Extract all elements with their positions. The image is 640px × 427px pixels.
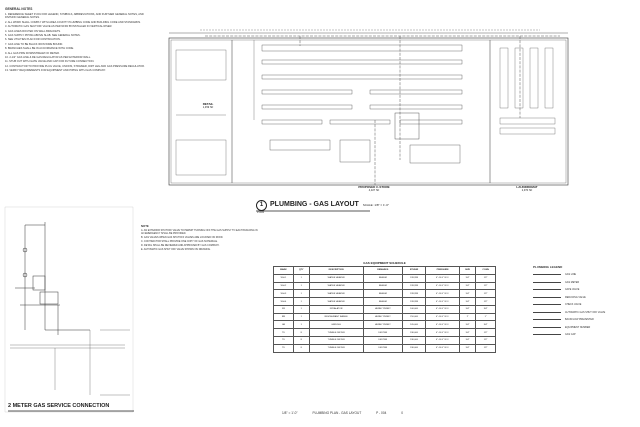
table-cell: WH-2	[274, 282, 294, 290]
table-cell: 105,000	[402, 321, 425, 329]
gas-notes-title: NOTE	[141, 224, 149, 228]
table-cell: 1"	[476, 313, 496, 321]
schedule-column-header: SIZE	[459, 267, 475, 275]
table-row	[274, 305, 496, 313]
gas-note: A. AN EXTERIOR SHUTOFF VALVE TO PERMIT TURNING OFF THE GAS SUPPLY TO EACH BUILDING IN AN EMERGENCY SHALL BE PROVIDED.	[141, 229, 258, 235]
legend-label: GAS METER	[565, 280, 580, 284]
table-cell: WATER HEATER	[309, 274, 363, 282]
plan-scale: SCALE: 1/8" = 1'-0"	[362, 203, 389, 207]
table-cell: 1/2"	[476, 282, 496, 290]
table-cell: 4"-10.5" W.C.	[426, 298, 460, 306]
table-cell: 1/2"	[476, 298, 496, 306]
meter-detail-title: 2 METER GAS SERVICE CONNECTION	[8, 403, 110, 409]
legend-label: GATE VALVE	[565, 288, 580, 292]
table-cell: 4"-10.5" W.C.	[426, 290, 460, 298]
sheet-footer	[282, 411, 417, 415]
schedule-column-header: DESCRIPTION	[309, 267, 363, 275]
table-cell: 4"-10.5" W.C.	[426, 321, 460, 329]
general-note: 1. REFERENCE SHEET P-001 FOR LEGEND, SYMBOLS, ABBREVIATIONS, AND FURTHER GENERAL NOTES, AND DIVISION GENERAL NOTES.	[5, 13, 144, 20]
table-cell: WH-1	[274, 274, 294, 282]
table-cell: DEXTER	[363, 337, 402, 345]
legend-list	[533, 271, 621, 339]
gas-note: E. AUTOMATIC GAS SHUT OFF VALVE SHOWN ON DRAWING.	[141, 248, 211, 251]
table-cell: WATER HEATER	[309, 298, 363, 306]
legend-label: GAS LINE	[565, 273, 577, 277]
legend-symbol-icon	[533, 312, 561, 313]
table-cell: 4"-10.5" W.C.	[426, 305, 460, 313]
schedule-column-header: MARK	[274, 267, 294, 275]
general-note: 3. AUTOMATIC GAS SHUTOFF VALVE AS PER NFPA 58 INSTALLED IN VERTICAL RISER.	[5, 25, 113, 29]
general-note: 9. ALL GAS PIPE DOWNSTREAM OF METER.	[5, 51, 60, 55]
legend-symbol-icon	[533, 304, 561, 305]
table-cell: 210,000	[402, 313, 425, 321]
table-cell: DEXTER	[363, 329, 402, 337]
room-label-store: PROPOSED C-STORE 4,327 SF	[358, 185, 390, 192]
table-cell: WATER HEATER	[309, 290, 363, 298]
table-cell: RHEEM	[363, 282, 402, 290]
legend-label: EQUIPMENT NUMBER	[565, 325, 591, 329]
general-note: 13. VERIFY REQUIREMENTS FOR EQUIPMENT AND PIPING WITH GAS COMPANY.	[5, 69, 106, 73]
legend-item	[533, 316, 621, 324]
legend-label: GAS CAP	[565, 333, 576, 337]
table-cell: WH-4	[274, 298, 294, 306]
schedule-table	[273, 266, 496, 353]
legend-symbol-icon	[533, 327, 561, 328]
table-row	[274, 282, 496, 290]
table-cell: 3/4"	[459, 290, 475, 298]
table-cell: 8	[293, 329, 309, 337]
general-note: 6. SEE UTILITIES PLAN FOR CONTINUATION.	[5, 38, 61, 42]
table-cell: 199,999	[402, 282, 425, 290]
legend-label: AUTOMATIC GAS SHUT OFF VALVE	[565, 310, 606, 314]
legend-label: CHECK VALVE	[565, 303, 582, 307]
legend-label: BACKFLOW PREVENTER	[565, 318, 594, 322]
table-cell: HENNY PENNY	[363, 321, 402, 329]
general-note: 10. 2-1/2" GAS LINE & RE GAS REGULATOR AS PER EXTERIOR WALL.	[5, 55, 91, 59]
general-note: 8. BRANCHES SHALL BE IN ACCORDANCE WITH CODE.	[5, 47, 74, 51]
general-note: 2. ALL WORK SHALL COMPLY WITH AREA COUNTY PLUMBING CODE AND BUILDING CODE AND STANDARDS.	[5, 20, 141, 24]
table-cell: 196,000	[402, 329, 425, 337]
table-row	[274, 329, 496, 337]
detail-number: 1	[256, 200, 267, 211]
table-cell: WATER HEATER	[309, 282, 363, 290]
gas-notes-list	[141, 229, 259, 251]
table-cell: 1	[293, 274, 309, 282]
general-notes-title: GENERAL NOTES	[5, 7, 33, 11]
table-cell: 4"-10.5" W.C.	[426, 282, 460, 290]
table-cell: 4"-10.5" W.C.	[426, 313, 460, 321]
table-cell: TUMBLE DRYER	[309, 329, 363, 337]
table-cell: 3/4"	[459, 298, 475, 306]
table-cell: TUMBLE DRYER	[309, 337, 363, 345]
table-row	[274, 298, 496, 306]
table-cell: RHEEM	[363, 298, 402, 306]
gas-note: B. GAS VALVES WHEN GAS SHUTOFF VALVES ARE LOCATED ON ROOF.	[141, 236, 224, 239]
table-cell: TD	[274, 344, 294, 352]
legend-item	[533, 271, 621, 279]
table-cell: FRYALATOR	[309, 305, 363, 313]
meter-detail-drawing	[5, 207, 133, 412]
plan-title: 1 PLUMBING - GAS LAYOUT SCALE: 1/8" = 1'-0" P-004	[257, 201, 389, 214]
legend-symbol-icon	[533, 334, 561, 335]
table-row	[274, 337, 496, 345]
table-cell: TD	[274, 337, 294, 345]
table-cell: 1	[293, 282, 309, 290]
legend-symbol-icon	[533, 274, 561, 275]
table-cell: 4"-10.5" W.C.	[426, 329, 460, 337]
general-note: 7. GAS LINE TO BE BLACK IRON WIRE BOUND.	[5, 42, 63, 46]
table-cell: 3/4"	[459, 344, 475, 352]
table-cell: 3/4"	[459, 282, 475, 290]
gas-equipment-schedule	[273, 261, 496, 353]
table-cell: WH-3	[274, 290, 294, 298]
table-row	[274, 321, 496, 329]
schedule-column-header: PRESSURE	[426, 267, 460, 275]
table-cell: 1/2"	[476, 329, 496, 337]
general-note: 4. GAS LINES ROUTED ON WALL BRACKETS.	[5, 29, 61, 33]
footer-title: PLUMBING PLAN - GAS LAYOUT	[312, 411, 362, 415]
table-cell: FR	[274, 305, 294, 313]
table-cell: 1/2"	[476, 344, 496, 352]
table-cell: 3/4"	[459, 321, 475, 329]
table-cell: RHEEM	[363, 274, 402, 282]
table-cell: 8	[293, 344, 309, 352]
table-cell: 4"-10.5" W.C.	[426, 337, 460, 345]
table-cell: 1/2"	[476, 290, 496, 298]
table-cell: 196,000	[402, 337, 425, 345]
table-cell: 8	[293, 337, 309, 345]
schedule-title: GAS EQUIPMENT SCHEDULE	[363, 261, 406, 265]
footer-rev: 0	[401, 411, 404, 415]
table-cell: 3/4"	[459, 274, 475, 282]
schedule-column-header: CONN	[476, 267, 496, 275]
table-cell: TUMBLE DRYER	[309, 344, 363, 352]
table-cell: 1	[293, 305, 309, 313]
table-row	[274, 344, 496, 352]
table-cell: 3/4"	[476, 321, 496, 329]
table-cell: 199,999	[402, 290, 425, 298]
table-cell: GRIDDLE	[309, 321, 363, 329]
gas-notes	[141, 225, 259, 252]
legend-item	[533, 324, 621, 332]
table-cell: 106,000	[402, 305, 425, 313]
table-cell: HENNY PENNY	[363, 305, 402, 313]
table-cell: RESTAURANT RANGE	[309, 313, 363, 321]
table-cell: 3/4"	[459, 337, 475, 345]
table-cell: 3/4"	[459, 329, 475, 337]
room-label-laundromat: LAUNDROMAT 2,970 SF	[516, 185, 538, 192]
table-cell: RR	[274, 313, 294, 321]
table-cell: 199,999	[402, 298, 425, 306]
table-cell: 1/2"	[476, 337, 496, 345]
schedule-header-row	[274, 267, 496, 275]
table-row	[274, 290, 496, 298]
room-label-retail: RETAIL 1,459 SF	[202, 102, 214, 109]
table-cell: 4"-10.5" W.C.	[426, 344, 460, 352]
legend-item	[533, 301, 621, 309]
table-cell: 1"	[459, 313, 475, 321]
legend-item	[533, 286, 621, 294]
general-note: 5. GAS SUPPLY PIPING ABOVE SLAB. SEE GENERAL NOTES.	[5, 33, 81, 37]
table-cell: 3/4"	[459, 305, 475, 313]
general-note: 11. STUB OUT WITH GATE VALVE AND CAP FOR FUTURE CONNECTION.	[5, 60, 95, 64]
table-cell: 1/2"	[476, 274, 496, 282]
legend-item	[533, 294, 621, 302]
general-note: 12. CONTRACTOR TO PROVIDE PLUG VALVE, UNIONS, STRAINER, DIRT LEG AND GAS PRESSURE REGULATOR.	[5, 64, 145, 68]
legend-symbol-icon	[533, 289, 561, 290]
table-cell: 3/4"	[476, 305, 496, 313]
table-cell: 4"-10.5" W.C.	[426, 274, 460, 282]
table-cell: 1	[293, 290, 309, 298]
legend-symbol-icon	[533, 297, 561, 298]
table-cell: RHEEM	[363, 290, 402, 298]
legend-symbol-icon	[533, 319, 561, 320]
table-cell: HENNY PENNY	[363, 313, 402, 321]
table-cell: DEXTER	[363, 344, 402, 352]
legend-symbol-icon	[533, 282, 561, 283]
legend-label: REDUCING VALVE	[565, 295, 586, 299]
gas-note: D. DETAIL SHALL BE REVIEWED AND APPROVED BY GAS COMPANY.	[141, 244, 220, 247]
table-cell: TD	[274, 329, 294, 337]
table-cell: 199,999	[402, 274, 425, 282]
table-cell: GR	[274, 321, 294, 329]
footer-sheet: P - 004	[376, 411, 387, 415]
schedule-column-header: REMARKS	[363, 267, 402, 275]
legend-item	[533, 331, 621, 339]
plan-sheet-ref: P-004	[257, 211, 264, 214]
legend-item	[533, 279, 621, 287]
gas-note: C. CONTRACTOR SHALL PROVIDE ONE COPY OF GAS SCHEDULE.	[141, 240, 218, 243]
table-cell: 1	[293, 321, 309, 329]
schedule-column-header: QTY	[293, 267, 309, 275]
table-row	[274, 274, 496, 282]
footer-scale: 1/8" = 1'-0"	[282, 411, 298, 415]
legend-item	[533, 309, 621, 317]
table-cell: 196,000	[402, 344, 425, 352]
table-cell: 1	[293, 313, 309, 321]
table-cell: 1	[293, 298, 309, 306]
legend-title: PLUMBING LEGEND	[533, 265, 563, 269]
schedule-column-header: BTU/HR	[402, 267, 425, 275]
table-row	[274, 313, 496, 321]
schedule-body	[274, 274, 496, 352]
plumbing-legend	[533, 265, 621, 339]
